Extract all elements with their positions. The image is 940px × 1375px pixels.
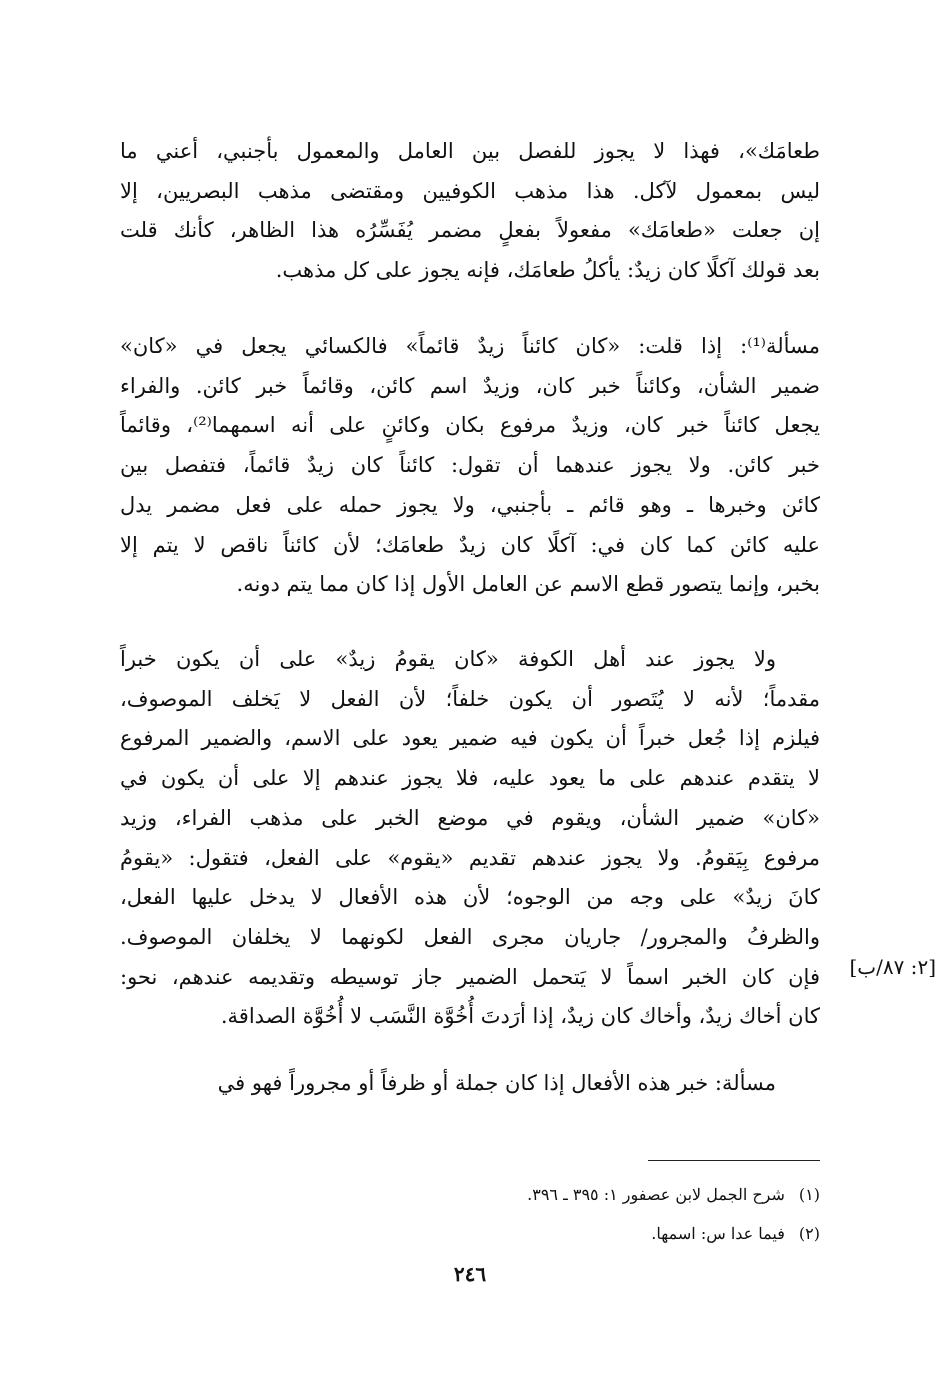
text-line: والظرفُ والمجرور/ جاريان مجرى الفعل لكونهما لا يخلفان الموصوف.	[120, 924, 820, 949]
text-line: كان أخاك زيدٌ، وأخاك كان زيدٌ، إذا أرَدتَ أُخُوَّة النَّسَب لا أُخُوَّة الصداقة.	[220, 1004, 820, 1029]
text-line: كانَ زيدٌ» على وجه من الوجوه؛ لأن هذه الأفعال لا يدخل عليها الفعل،	[120, 885, 820, 910]
text-line: مسألة⁽¹⁾: إذا قلت: «كان كائناً زيدٌ قائماً» فالكسائي يجعل في «كان»	[120, 334, 820, 358]
text-line: لا يتقدم عندهم على ما يعود عليه، فلا يجوز عندهم إلا على أن يكون في	[120, 766, 820, 791]
footnote-number: (١)	[798, 1185, 820, 1204]
text-line: طعامَك»، فهذا لا يجوز للفصل بين العامل والمعمول بأجنبي، أعني ما	[120, 139, 820, 163]
footnote-text: فيما عدا س: اسمها.	[651, 1224, 785, 1243]
text-line: خبر كائن. ولا يجوز عندهما أن تقول: كائناً كان زيدٌ قائماً، فتفصل بين	[120, 453, 820, 478]
text-line: ولا يجوز عند أهل الكوفة «كان يقومُ زيدٌ» على أن يكون خبراً	[120, 647, 776, 671]
text-line: يجعل كائناً خبر كان، وزيدٌ مرفوع بكان وكائنٍ على أنه اسمهما⁽²⁾، وقائماً	[120, 413, 820, 438]
text-line: بعد قولك آكلًا كان زيدٌ: يأكلُ طعامَك، فإنه يجوز على كل مذهب.	[275, 258, 820, 283]
paragraph-3	[120, 640, 820, 1037]
text-line: فإن كان الخبر اسماً لا يَتحمل الضمير جاز توسيطه وتقديمه عندهم، نحو:	[120, 964, 820, 989]
paragraph-1	[120, 132, 820, 291]
footnote-number: (٢)	[798, 1224, 820, 1243]
page-number: ٢٤٦	[453, 1262, 487, 1286]
text-line: مرفوع بِيَقومُ. ولا يجوز عندهم تقديم «يقوم» على الفعل، فتقول: «يقومُ	[120, 845, 820, 870]
footnote-text: شرح الجمل لابن عصفور ١: ٣٩٥ ـ ٣٩٦.	[527, 1185, 785, 1204]
text-line: مسألة: خبر هذه الأفعال إذا كان جملة أو ظرفاً أو مجروراً فهو في	[217, 1071, 776, 1095]
text-line: عليه كائن كما كان في: آكلًا كان زيدٌ طعامَك؛ لأن كائناً ناقص لا يتم إلا	[120, 532, 820, 557]
text-line: إن جعلت «طعامَك» مفعولاً بفعلٍ مضمر يُفَسِّرُه هذا الظاهر، كأنك قلت	[120, 218, 820, 243]
footnote-2	[300, 1222, 820, 1246]
text-line: بخبر، وإنما يتصور قطع الاسم عن العامل الأول إذا كان مما يتم دونه.	[236, 572, 820, 597]
manuscript-folio-marker: [٢: ٨٧/ب]	[849, 955, 936, 979]
text-line: ليس بمعمول لآكل. هذا مذهب الكوفيين ومقتضى مذهب البصريين، إلا	[120, 178, 820, 203]
paragraph-2	[120, 327, 820, 605]
text-line: «كان» ضمير الشأن، ويقوم في موضع الخبر على مذهب الفراء، وزيد	[120, 805, 820, 830]
footnote-1	[300, 1183, 820, 1207]
paragraph-4	[120, 1064, 820, 1104]
text-line: كائن وخبرها ـ وهو قائم ـ بأجنبي، ولا يجوز حمله على فعل مضمر يدل	[120, 492, 820, 517]
text-line: مقدماً؛ لأنه لا يُتَصور أن يكون خلفاً؛ لأن الفعل لا يَخلف الموصوف،	[120, 686, 820, 711]
footnote-separator	[648, 1160, 820, 1161]
text-line: فيلزم إذا جُعل خبراً أن يكون فيه ضمير يعود على الاسم، والضمير المرفوع	[120, 726, 820, 751]
text-line: ضمير الشأن، وكائناً خبر كان، وزيدٌ اسم كائن، وقائماً خبر كائن. والفراء	[120, 373, 820, 398]
